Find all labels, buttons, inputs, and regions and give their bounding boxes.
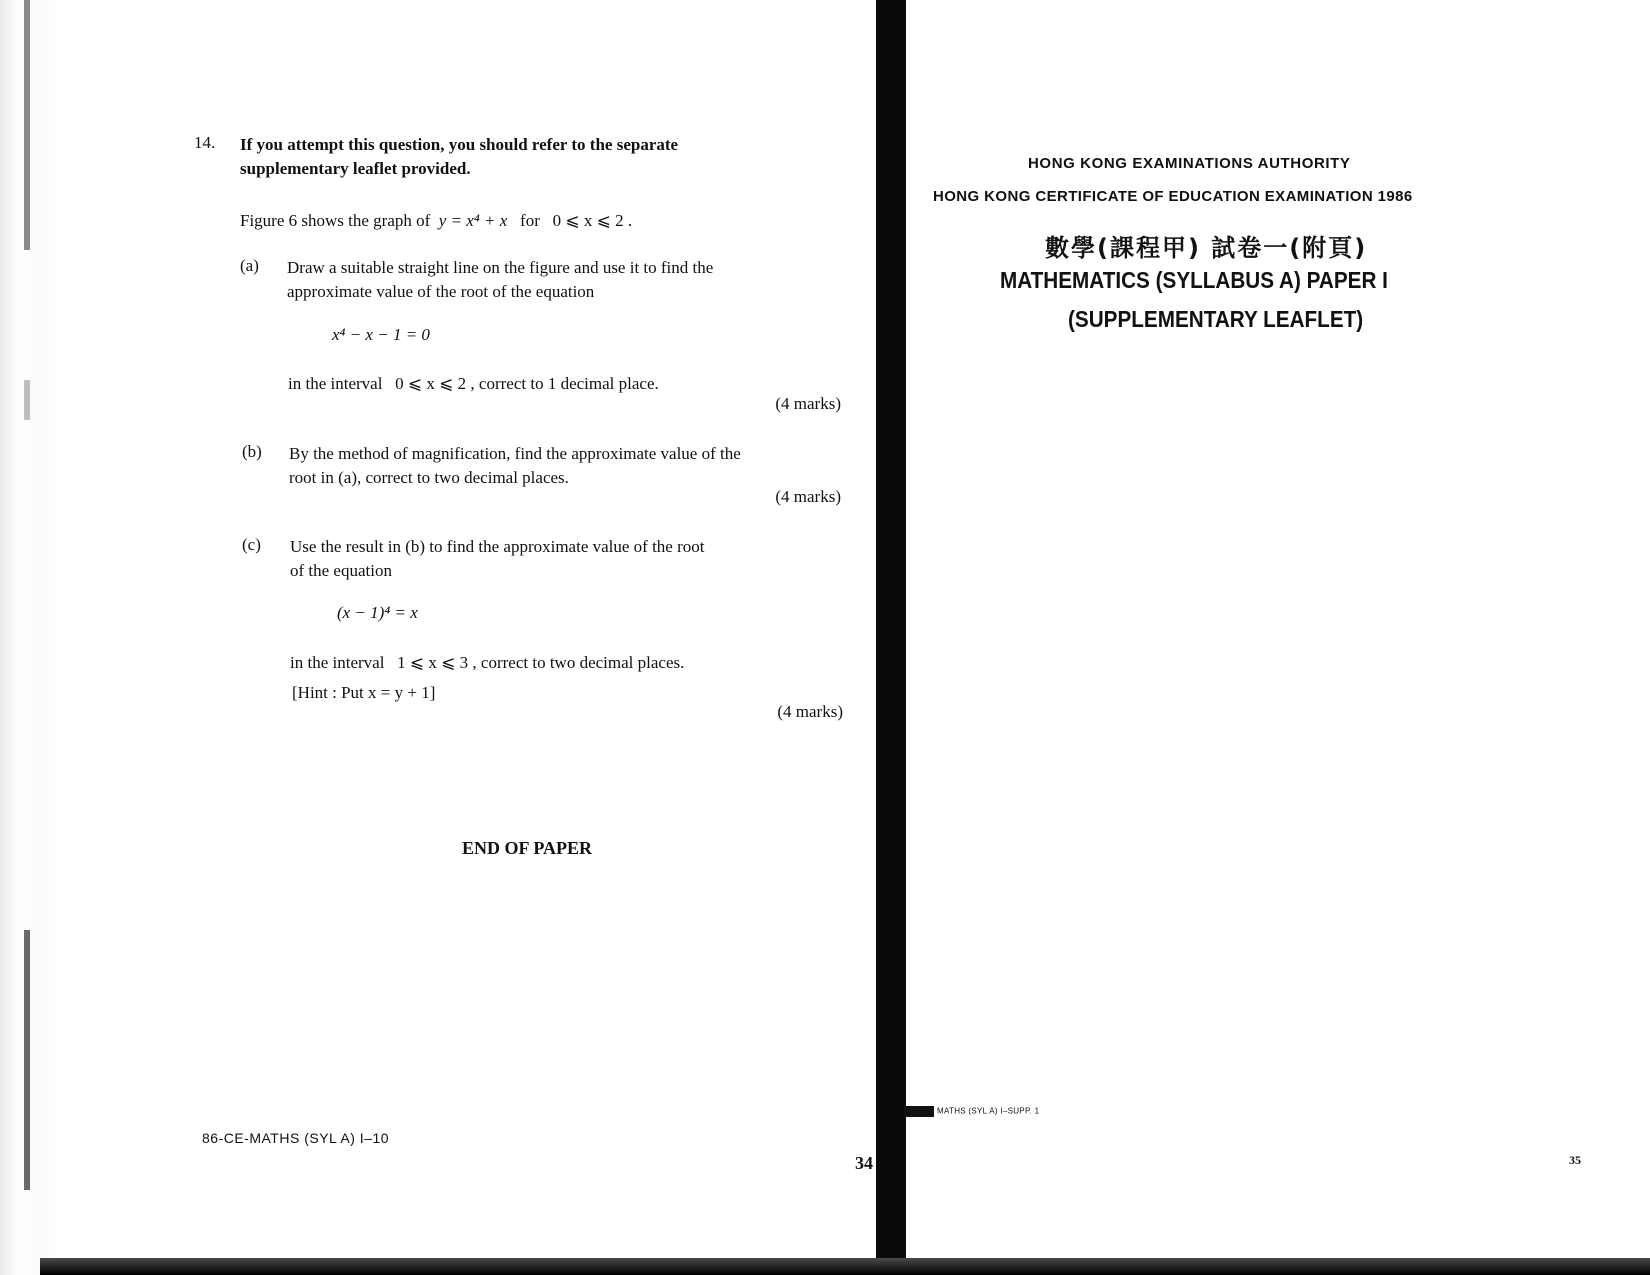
part-c-line: of the equation	[290, 561, 392, 580]
question-number: 14.	[194, 133, 216, 152]
part-a-line: approximate value of the root of the equation	[287, 282, 595, 301]
scan-streak	[24, 930, 30, 1190]
part-a-interval-suffix: , correct to 1 decimal place.	[470, 374, 659, 393]
issuing-authority: HONG KONG EXAMINATIONS AUTHORITY	[1028, 155, 1351, 172]
part-b-line: By the method of magnification, find the approximate value of the	[289, 444, 741, 463]
right-footer-code: MATHS (SYL A) I–SUPP. 1	[937, 1106, 1040, 1116]
right-page-number: 35	[1569, 1153, 1581, 1167]
right-footer	[904, 1106, 1039, 1117]
part-a-interval-value: 0 ⩽ x ⩽ 2	[395, 374, 467, 393]
part-b-marks: (4 marks)	[775, 487, 841, 506]
part-a-text	[287, 256, 817, 304]
leaflet-subtitle: (SUPPLEMENTARY LEAFLET)	[1068, 306, 1364, 332]
question-intro-line: If you attempt this question, you should refer to the separate	[240, 135, 679, 154]
figure-sentence-prefix: Figure 6 shows the graph of	[240, 211, 431, 230]
part-b-line: root in (a), correct to two decimal places.	[289, 468, 569, 487]
part-c-interval-suffix: , correct to two decimal places.	[472, 653, 685, 672]
part-c-interval-prefix: in the interval	[290, 653, 385, 672]
part-a-interval-prefix: in the interval	[288, 374, 383, 393]
english-title: MATHEMATICS (SYLLABUS A) PAPER I	[1000, 267, 1388, 293]
figure-sentence	[240, 209, 632, 233]
figure-range: 0 ⩽ x ⩽ 2 .	[552, 211, 633, 230]
left-scan-edge	[0, 0, 60, 1275]
question-intro	[240, 133, 800, 181]
ink-blot	[904, 1106, 934, 1117]
part-c-interval	[290, 651, 684, 675]
left-footer-code: 86-CE-MATHS (SYL A) I–10	[202, 1130, 390, 1146]
part-c-text	[290, 535, 810, 583]
part-c-label: (c)	[242, 535, 261, 554]
figure-equation: y = x⁴ + x	[438, 211, 508, 230]
figure-sentence-middle: for	[520, 211, 540, 230]
part-c-interval-value: 1 ⩽ x ⩽ 3	[397, 653, 469, 672]
bottom-scan-shadow	[40, 1258, 1650, 1275]
part-c-hint: [Hint : Put x = y + 1]	[292, 683, 436, 702]
question-intro-line: supplementary leaflet provided.	[240, 159, 471, 178]
chinese-title: 數學(課程甲) 試卷一(附頁)	[1045, 234, 1368, 262]
exam-name: HONG KONG CERTIFICATE OF EDUCATION EXAMINATION 1986	[933, 188, 1413, 205]
part-a-label: (a)	[240, 256, 259, 275]
book-spine-shadow	[876, 0, 906, 1275]
scan-streak	[24, 0, 30, 250]
part-a-interval	[288, 372, 659, 396]
part-c-equation: (x − 1)⁴ = x	[337, 603, 418, 622]
part-a-marks: (4 marks)	[775, 394, 841, 413]
part-b-text	[289, 442, 829, 490]
end-of-paper: END OF PAPER	[462, 838, 592, 858]
part-c-marks: (4 marks)	[777, 702, 843, 721]
part-c-line: Use the result in (b) to find the approximate value of the root	[290, 537, 705, 556]
part-b-label: (b)	[242, 442, 262, 461]
scan-streak	[24, 380, 30, 420]
part-a-line: Draw a suitable straight line on the figure and use it to find the	[287, 258, 714, 277]
part-a-equation: x⁴ − x − 1 = 0	[332, 325, 430, 344]
left-page-number: 34	[855, 1153, 873, 1173]
